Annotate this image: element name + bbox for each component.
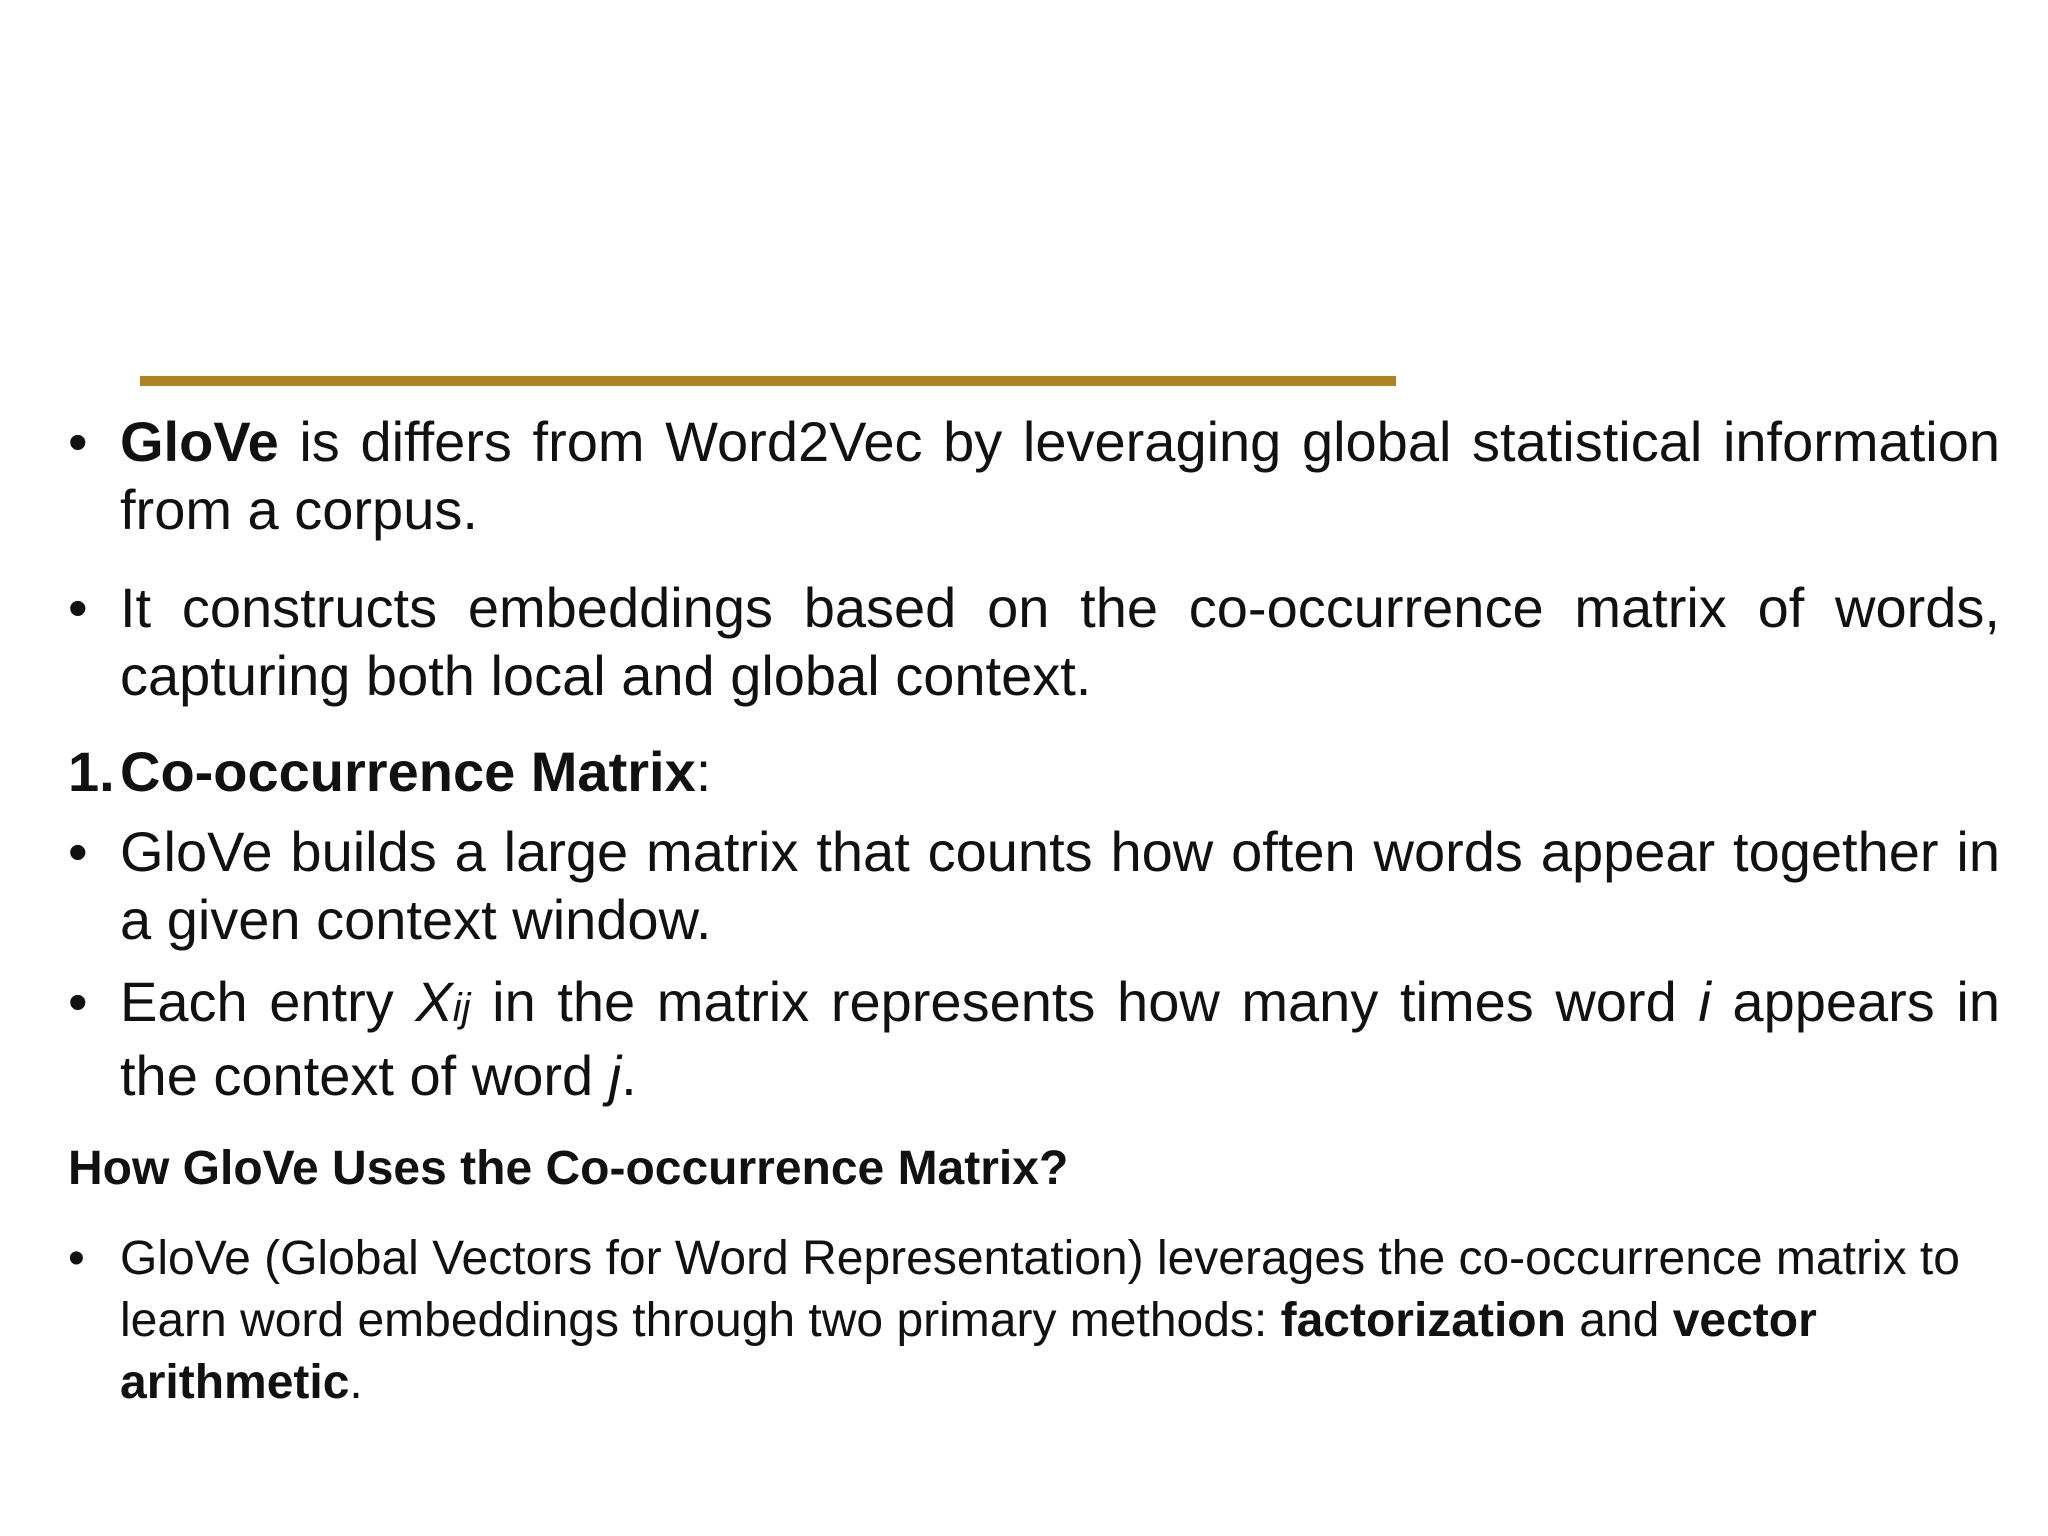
math-var-j: j	[608, 1044, 622, 1107]
bullet-text-part: .	[349, 1356, 363, 1409]
numbered-heading-title: Co-occurrence Matrix	[120, 740, 696, 803]
bullet-dot: •	[68, 1232, 85, 1285]
bullet-text-part: GloVe (Global Vectors for Word Representation) leverages the co-occurrence matrix to learn word embeddings through two primary methods:	[120, 1232, 1960, 1347]
bullet-cooccurrence-embeddings	[68, 574, 2000, 710]
math-var-i: i	[1698, 970, 1711, 1033]
math-var-subscript-ij: ij	[452, 986, 471, 1030]
title-underline-rule	[140, 376, 1396, 386]
bullet-text-part: appears in the context of word	[120, 970, 2000, 1107]
bullet-entry-xij	[68, 968, 2000, 1110]
numbered-heading-suffix: :	[695, 740, 712, 803]
bullet-text-part: Each entry	[120, 970, 416, 1033]
bullet-glove-intro	[68, 408, 2000, 544]
bold-term-vector-arithmetic: vector arithmetic	[120, 1294, 1817, 1409]
bullet-dot: •	[68, 970, 88, 1033]
bullet-text-part: .	[621, 1044, 637, 1107]
bullet-glove-methods	[68, 1228, 2000, 1414]
bullet-matrix-counts	[68, 818, 2000, 954]
bullet-text-part: and	[1565, 1294, 1673, 1347]
bullet-dot: •	[68, 820, 88, 883]
list-number: 1.	[68, 740, 115, 803]
bullet-text-part: in the matrix represents how many times word	[470, 970, 1699, 1033]
bullet-dot: •	[68, 576, 88, 639]
bullet-text: It constructs embeddings based on the co-occurrence matrix of words, capturing both local and global context.	[120, 576, 2000, 707]
bullet-text: GloVe builds a large matrix that counts how often words appear together in a given context window.	[120, 820, 2000, 951]
numbered-heading-cooccurrence	[68, 738, 2000, 806]
slide-content	[68, 408, 2000, 1414]
math-var-x: X	[415, 970, 453, 1033]
subheading-how-glove-uses: How GloVe Uses the Co-occurrence Matrix?	[68, 1142, 1069, 1195]
bullet-text: is differs from Word2Vec by leveraging global statistical information from a corpus.	[120, 410, 2000, 541]
bullet-dot: •	[68, 410, 88, 473]
bold-term-factorization: factorization	[1280, 1294, 1566, 1347]
bullet-bold-term: GloVe	[120, 410, 279, 473]
